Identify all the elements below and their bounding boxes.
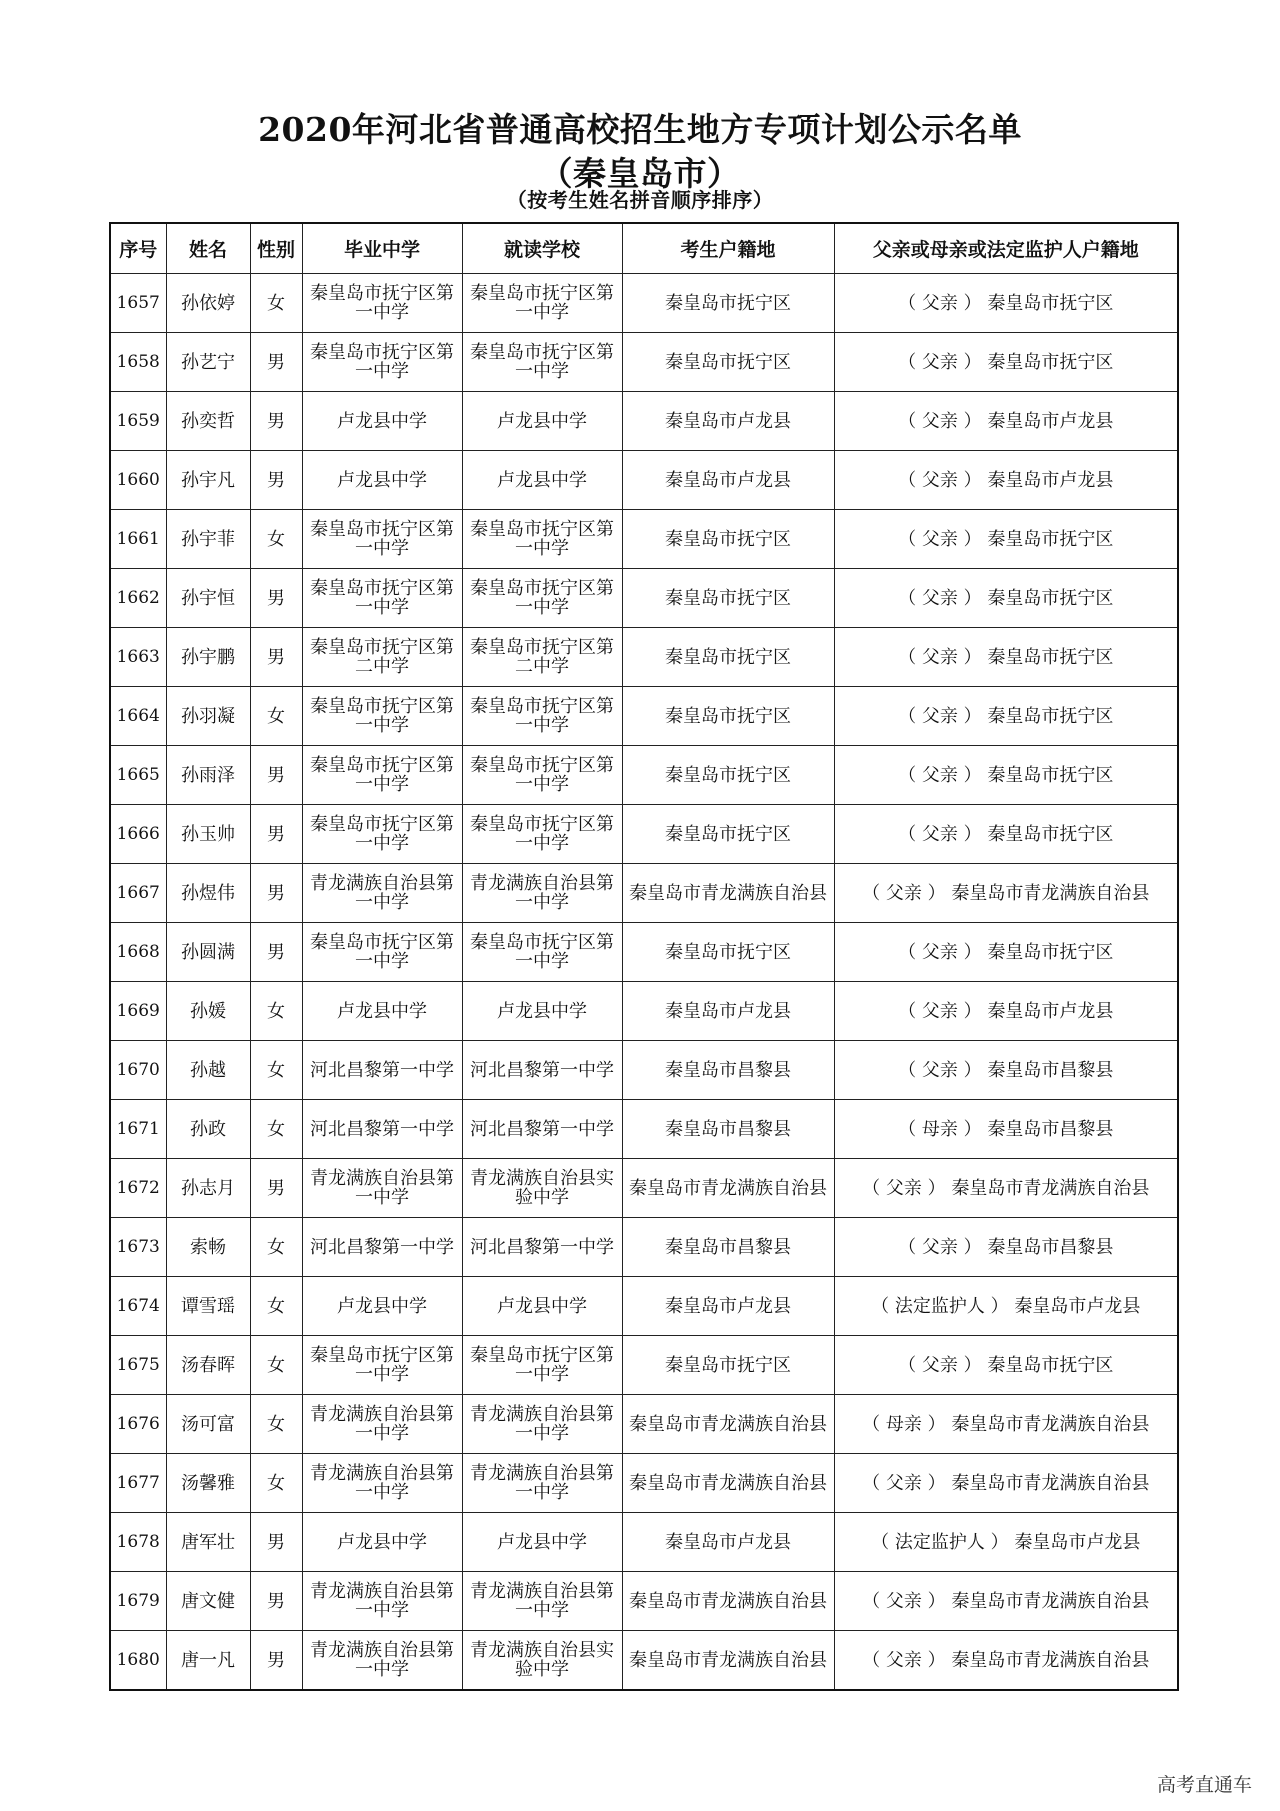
cell-name: 孙奕哲 <box>166 392 250 451</box>
roster-table-container <box>109 222 1177 1691</box>
watermark-text: 高考直通车 <box>1156 1774 1252 1796</box>
cell-current-school: 秦皇岛市抚宁区第一中学 <box>462 510 622 569</box>
cell-grad-school: 河北昌黎第一中学 <box>302 1100 462 1159</box>
cell-residence: 秦皇岛市抚宁区 <box>622 510 834 569</box>
cell-grad-school: 秦皇岛市抚宁区第一中学 <box>302 274 462 333</box>
table-row <box>110 1572 1178 1631</box>
cell-current-school: 青龙满族自治县第一中学 <box>462 864 622 923</box>
cell-current-school: 青龙满族自治县第一中学 <box>462 1395 622 1454</box>
table-row <box>110 1218 1178 1277</box>
cell-seq: 1657 <box>110 274 166 333</box>
cell-parent-residence: （ 父亲 ） 秦皇岛市昌黎县 <box>834 1041 1178 1100</box>
cell-parent-residence: （ 母亲 ） 秦皇岛市青龙满族自治县 <box>834 1395 1178 1454</box>
column-header-grad-school: 毕业中学 <box>302 223 462 274</box>
table-body <box>110 274 1178 1691</box>
cell-gender: 男 <box>250 1159 302 1218</box>
cell-name: 孙雨泽 <box>166 746 250 805</box>
table-row <box>110 982 1178 1041</box>
cell-name: 汤馨雅 <box>166 1454 250 1513</box>
cell-residence: 秦皇岛市抚宁区 <box>622 333 834 392</box>
cell-current-school: 青龙满族自治县第一中学 <box>462 1454 622 1513</box>
cell-seq: 1667 <box>110 864 166 923</box>
cell-gender: 男 <box>250 628 302 687</box>
cell-seq: 1672 <box>110 1159 166 1218</box>
cell-name: 唐一凡 <box>166 1631 250 1691</box>
table-row <box>110 1395 1178 1454</box>
table-header-row <box>110 223 1178 274</box>
cell-name: 孙越 <box>166 1041 250 1100</box>
cell-name: 孙宇恒 <box>166 569 250 628</box>
cell-gender: 男 <box>250 1572 302 1631</box>
cell-current-school: 青龙满族自治县实验中学 <box>462 1159 622 1218</box>
cell-name: 孙艺宁 <box>166 333 250 392</box>
page-title: 2020年河北省普通高校招生地方专项计划公示名单 <box>258 110 1022 149</box>
cell-name: 唐军壮 <box>166 1513 250 1572</box>
column-header-current-school: 就读学校 <box>462 223 622 274</box>
cell-grad-school: 青龙满族自治县第一中学 <box>302 864 462 923</box>
cell-gender: 女 <box>250 1395 302 1454</box>
cell-gender: 女 <box>250 274 302 333</box>
cell-parent-residence: （ 法定监护人 ） 秦皇岛市卢龙县 <box>834 1277 1178 1336</box>
column-header-residence: 考生户籍地 <box>622 223 834 274</box>
cell-current-school: 河北昌黎第一中学 <box>462 1041 622 1100</box>
cell-gender: 女 <box>250 1277 302 1336</box>
cell-seq: 1675 <box>110 1336 166 1395</box>
cell-current-school: 秦皇岛市抚宁区第一中学 <box>462 746 622 805</box>
cell-parent-residence: （ 父亲 ） 秦皇岛市抚宁区 <box>834 628 1178 687</box>
cell-seq: 1669 <box>110 982 166 1041</box>
cell-current-school: 河北昌黎第一中学 <box>462 1218 622 1277</box>
cell-grad-school: 卢龙县中学 <box>302 982 462 1041</box>
cell-gender: 女 <box>250 1336 302 1395</box>
cell-gender: 女 <box>250 982 302 1041</box>
cell-gender: 女 <box>250 1454 302 1513</box>
cell-current-school: 青龙满族自治县第一中学 <box>462 1572 622 1631</box>
table-row <box>110 1513 1178 1572</box>
cell-grad-school: 秦皇岛市抚宁区第一中学 <box>302 1336 462 1395</box>
cell-parent-residence: （ 父亲 ） 秦皇岛市青龙满族自治县 <box>834 1572 1178 1631</box>
cell-gender: 男 <box>250 1631 302 1691</box>
table-row <box>110 510 1178 569</box>
cell-residence: 秦皇岛市青龙满族自治县 <box>622 1454 834 1513</box>
cell-residence: 秦皇岛市抚宁区 <box>622 1336 834 1395</box>
cell-gender: 男 <box>250 923 302 982</box>
cell-gender: 男 <box>250 333 302 392</box>
cell-residence: 秦皇岛市抚宁区 <box>622 923 834 982</box>
cell-name: 孙媛 <box>166 982 250 1041</box>
cell-parent-residence: （ 父亲 ） 秦皇岛市昌黎县 <box>834 1218 1178 1277</box>
cell-current-school: 秦皇岛市抚宁区第一中学 <box>462 923 622 982</box>
cell-name: 索畅 <box>166 1218 250 1277</box>
cell-name: 孙宇菲 <box>166 510 250 569</box>
cell-residence: 秦皇岛市卢龙县 <box>622 392 834 451</box>
cell-seq: 1671 <box>110 1100 166 1159</box>
cell-name: 谭雪瑶 <box>166 1277 250 1336</box>
table-row <box>110 451 1178 510</box>
cell-residence: 秦皇岛市昌黎县 <box>622 1100 834 1159</box>
cell-seq: 1659 <box>110 392 166 451</box>
cell-gender: 男 <box>250 569 302 628</box>
cell-residence: 秦皇岛市抚宁区 <box>622 628 834 687</box>
cell-current-school: 卢龙县中学 <box>462 392 622 451</box>
cell-name: 汤春晖 <box>166 1336 250 1395</box>
cell-parent-residence: （ 父亲 ） 秦皇岛市抚宁区 <box>834 274 1178 333</box>
cell-grad-school: 卢龙县中学 <box>302 1277 462 1336</box>
table-row <box>110 687 1178 746</box>
cell-current-school: 河北昌黎第一中学 <box>462 1100 622 1159</box>
cell-residence: 秦皇岛市昌黎县 <box>622 1041 834 1100</box>
roster-table <box>109 222 1179 1691</box>
cell-seq: 1666 <box>110 805 166 864</box>
table-row <box>110 864 1178 923</box>
cell-current-school: 卢龙县中学 <box>462 982 622 1041</box>
cell-parent-residence: （ 父亲 ） 秦皇岛市卢龙县 <box>834 451 1178 510</box>
cell-gender: 女 <box>250 687 302 746</box>
cell-residence: 秦皇岛市卢龙县 <box>622 982 834 1041</box>
cell-grad-school: 卢龙县中学 <box>302 392 462 451</box>
cell-parent-residence: （ 父亲 ） 秦皇岛市抚宁区 <box>834 923 1178 982</box>
cell-seq: 1670 <box>110 1041 166 1100</box>
cell-current-school: 卢龙县中学 <box>462 451 622 510</box>
cell-current-school: 秦皇岛市抚宁区第一中学 <box>462 274 622 333</box>
cell-parent-residence: （ 父亲 ） 秦皇岛市卢龙县 <box>834 982 1178 1041</box>
cell-seq: 1677 <box>110 1454 166 1513</box>
cell-seq: 1679 <box>110 1572 166 1631</box>
cell-parent-residence: （ 父亲 ） 秦皇岛市抚宁区 <box>834 569 1178 628</box>
cell-residence: 秦皇岛市青龙满族自治县 <box>622 1159 834 1218</box>
cell-grad-school: 青龙满族自治县第一中学 <box>302 1572 462 1631</box>
cell-residence: 秦皇岛市抚宁区 <box>622 687 834 746</box>
cell-current-school: 秦皇岛市抚宁区第一中学 <box>462 805 622 864</box>
sort-note: （按考生姓名拼音顺序排序） <box>506 188 774 212</box>
cell-parent-residence: （ 父亲 ） 秦皇岛市抚宁区 <box>834 510 1178 569</box>
cell-gender: 男 <box>250 451 302 510</box>
cell-name: 孙志月 <box>166 1159 250 1218</box>
cell-grad-school: 河北昌黎第一中学 <box>302 1041 462 1100</box>
cell-current-school: 秦皇岛市抚宁区第二中学 <box>462 628 622 687</box>
cell-name: 孙宇鹏 <box>166 628 250 687</box>
cell-name: 孙羽凝 <box>166 687 250 746</box>
cell-name: 孙依婷 <box>166 274 250 333</box>
cell-current-school: 卢龙县中学 <box>462 1277 622 1336</box>
cell-current-school: 秦皇岛市抚宁区第一中学 <box>462 333 622 392</box>
cell-parent-residence: （ 母亲 ） 秦皇岛市昌黎县 <box>834 1100 1178 1159</box>
cell-seq: 1658 <box>110 333 166 392</box>
cell-grad-school: 青龙满族自治县第一中学 <box>302 1631 462 1691</box>
cell-gender: 男 <box>250 1513 302 1572</box>
cell-gender: 男 <box>250 746 302 805</box>
cell-residence: 秦皇岛市抚宁区 <box>622 746 834 805</box>
cell-residence: 秦皇岛市卢龙县 <box>622 1277 834 1336</box>
cell-name: 孙玉帅 <box>166 805 250 864</box>
table-row <box>110 805 1178 864</box>
cell-gender: 男 <box>250 864 302 923</box>
table-row <box>110 333 1178 392</box>
table-row <box>110 569 1178 628</box>
cell-grad-school: 秦皇岛市抚宁区第一中学 <box>302 510 462 569</box>
cell-seq: 1665 <box>110 746 166 805</box>
cell-seq: 1676 <box>110 1395 166 1454</box>
cell-parent-residence: （ 父亲 ） 秦皇岛市卢龙县 <box>834 392 1178 451</box>
cell-grad-school: 秦皇岛市抚宁区第二中学 <box>302 628 462 687</box>
column-header-seq: 序号 <box>110 223 166 274</box>
cell-grad-school: 河北昌黎第一中学 <box>302 1218 462 1277</box>
cell-parent-residence: （ 父亲 ） 秦皇岛市青龙满族自治县 <box>834 864 1178 923</box>
table-row <box>110 628 1178 687</box>
cell-residence: 秦皇岛市昌黎县 <box>622 1218 834 1277</box>
cell-gender: 女 <box>250 1218 302 1277</box>
cell-residence: 秦皇岛市青龙满族自治县 <box>622 864 834 923</box>
cell-grad-school: 秦皇岛市抚宁区第一中学 <box>302 805 462 864</box>
cell-grad-school: 秦皇岛市抚宁区第一中学 <box>302 687 462 746</box>
cell-grad-school: 青龙满族自治县第一中学 <box>302 1454 462 1513</box>
cell-parent-residence: （ 父亲 ） 秦皇岛市抚宁区 <box>834 746 1178 805</box>
cell-residence: 秦皇岛市青龙满族自治县 <box>622 1631 834 1691</box>
column-header-parent-residence: 父亲或母亲或法定监护人户籍地 <box>834 223 1178 274</box>
cell-grad-school: 青龙满族自治县第一中学 <box>302 1159 462 1218</box>
cell-residence: 秦皇岛市青龙满族自治县 <box>622 1572 834 1631</box>
cell-current-school: 青龙满族自治县实验中学 <box>462 1631 622 1691</box>
cell-seq: 1678 <box>110 1513 166 1572</box>
cell-gender: 女 <box>250 1041 302 1100</box>
cell-parent-residence: （ 父亲 ） 秦皇岛市抚宁区 <box>834 333 1178 392</box>
cell-parent-residence: （ 父亲 ） 秦皇岛市抚宁区 <box>834 805 1178 864</box>
cell-residence: 秦皇岛市抚宁区 <box>622 274 834 333</box>
table-row <box>110 746 1178 805</box>
cell-name: 孙煜伟 <box>166 864 250 923</box>
cell-residence: 秦皇岛市卢龙县 <box>622 1513 834 1572</box>
table-row <box>110 1277 1178 1336</box>
cell-grad-school: 秦皇岛市抚宁区第一中学 <box>302 746 462 805</box>
cell-seq: 1662 <box>110 569 166 628</box>
cell-gender: 男 <box>250 805 302 864</box>
cell-seq: 1668 <box>110 923 166 982</box>
cell-seq: 1680 <box>110 1631 166 1691</box>
column-header-name: 姓名 <box>166 223 250 274</box>
table-row <box>110 1454 1178 1513</box>
table-row <box>110 1631 1178 1691</box>
cell-seq: 1663 <box>110 628 166 687</box>
cell-grad-school: 秦皇岛市抚宁区第一中学 <box>302 569 462 628</box>
cell-parent-residence: （ 父亲 ） 秦皇岛市青龙满族自治县 <box>834 1631 1178 1691</box>
cell-gender: 女 <box>250 510 302 569</box>
cell-current-school: 秦皇岛市抚宁区第一中学 <box>462 687 622 746</box>
table-row <box>110 274 1178 333</box>
cell-current-school: 秦皇岛市抚宁区第一中学 <box>462 569 622 628</box>
cell-parent-residence: （ 父亲 ） 秦皇岛市抚宁区 <box>834 1336 1178 1395</box>
cell-current-school: 秦皇岛市抚宁区第一中学 <box>462 1336 622 1395</box>
cell-parent-residence: （ 父亲 ） 秦皇岛市青龙满族自治县 <box>834 1159 1178 1218</box>
cell-grad-school: 卢龙县中学 <box>302 451 462 510</box>
cell-name: 孙圆满 <box>166 923 250 982</box>
cell-seq: 1660 <box>110 451 166 510</box>
cell-grad-school: 秦皇岛市抚宁区第一中学 <box>302 333 462 392</box>
cell-grad-school: 卢龙县中学 <box>302 1513 462 1572</box>
table-row <box>110 392 1178 451</box>
cell-seq: 1661 <box>110 510 166 569</box>
cell-current-school: 卢龙县中学 <box>462 1513 622 1572</box>
cell-parent-residence: （ 父亲 ） 秦皇岛市抚宁区 <box>834 687 1178 746</box>
cell-residence: 秦皇岛市抚宁区 <box>622 805 834 864</box>
cell-gender: 男 <box>250 392 302 451</box>
table-row <box>110 1336 1178 1395</box>
table-row <box>110 923 1178 982</box>
cell-seq: 1674 <box>110 1277 166 1336</box>
cell-name: 孙政 <box>166 1100 250 1159</box>
cell-parent-residence: （ 法定监护人 ） 秦皇岛市卢龙县 <box>834 1513 1178 1572</box>
cell-name: 汤可富 <box>166 1395 250 1454</box>
cell-name: 唐文健 <box>166 1572 250 1631</box>
cell-grad-school: 青龙满族自治县第一中学 <box>302 1395 462 1454</box>
column-header-gender: 性别 <box>250 223 302 274</box>
cell-name: 孙宇凡 <box>166 451 250 510</box>
cell-residence: 秦皇岛市抚宁区 <box>622 569 834 628</box>
page-subtitle: （秦皇岛市） <box>539 154 741 193</box>
cell-residence: 秦皇岛市青龙满族自治县 <box>622 1395 834 1454</box>
cell-gender: 女 <box>250 1100 302 1159</box>
cell-seq: 1664 <box>110 687 166 746</box>
table-row <box>110 1100 1178 1159</box>
cell-seq: 1673 <box>110 1218 166 1277</box>
table-row <box>110 1159 1178 1218</box>
cell-parent-residence: （ 父亲 ） 秦皇岛市青龙满族自治县 <box>834 1454 1178 1513</box>
table-row <box>110 1041 1178 1100</box>
cell-residence: 秦皇岛市卢龙县 <box>622 451 834 510</box>
cell-grad-school: 秦皇岛市抚宁区第一中学 <box>302 923 462 982</box>
